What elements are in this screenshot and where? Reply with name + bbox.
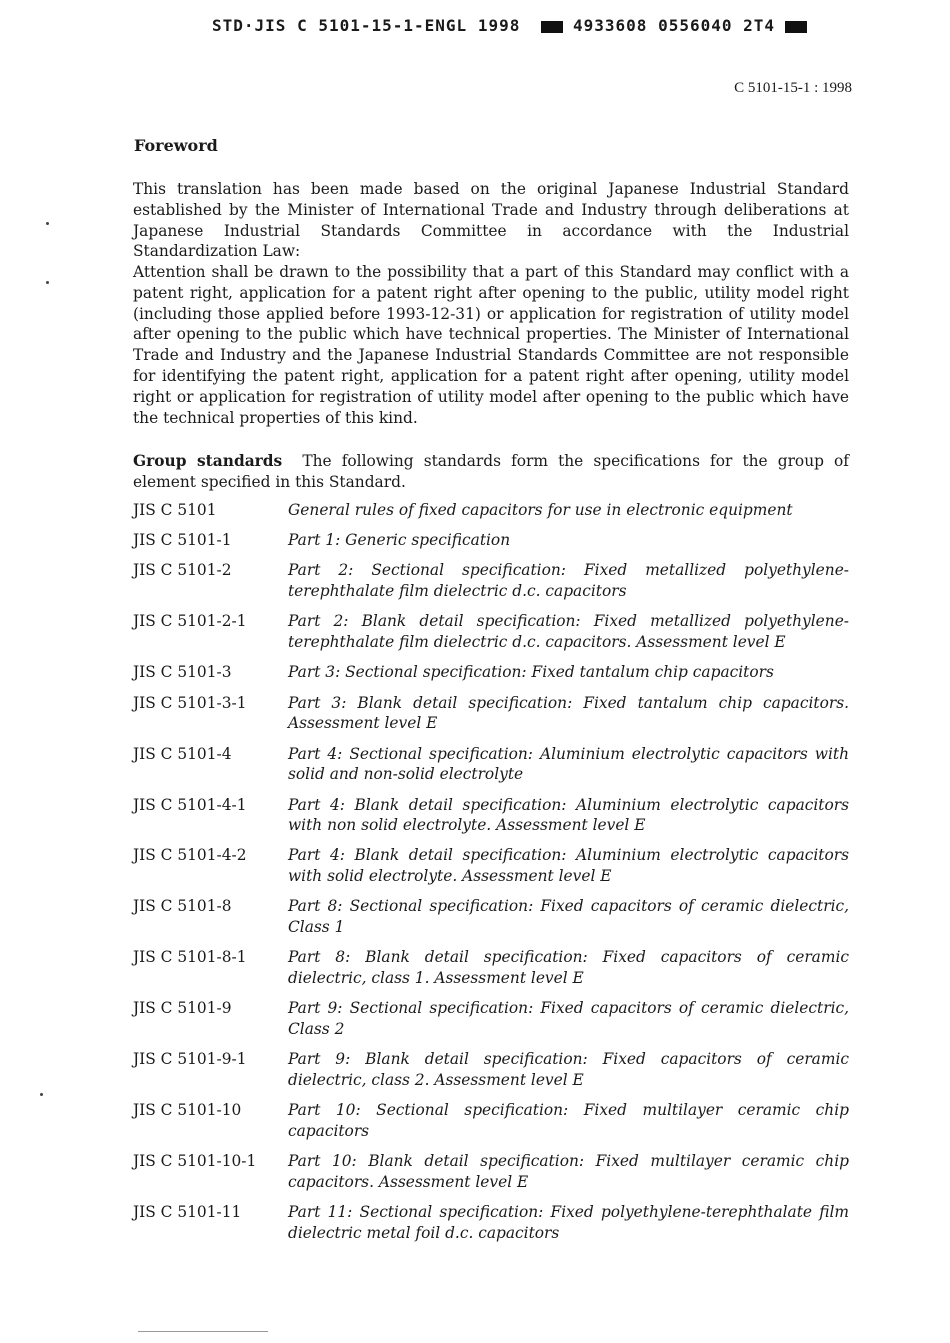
- standard-code: JIS C 5101-2-1: [133, 612, 247, 631]
- standard-code: JIS C 5101-10: [133, 1101, 242, 1120]
- standard-code: JIS C 5101-3: [133, 663, 232, 682]
- standards-list-item: [133, 744, 849, 786]
- standards-list-item: [133, 1100, 849, 1142]
- document-header-strip: [212, 16, 817, 35]
- standards-list-item: [133, 795, 849, 837]
- margin-speck: [46, 281, 49, 284]
- standards-list: [133, 500, 849, 1253]
- standard-title: Part 3: Blank detail specification: Fixed tantalum chip capacitors. Assessment level E: [288, 693, 849, 733]
- standard-code: JIS C 5101-11: [133, 1203, 242, 1222]
- standards-list-item: [133, 1049, 849, 1091]
- standard-title: Part 3: Sectional specification: Fixed tantalum chip capacitors: [288, 663, 774, 682]
- standards-list-item: [133, 611, 849, 653]
- group-standards-intro: [133, 451, 849, 493]
- footer-rule: [138, 1331, 268, 1332]
- foreword-paragraph-1: [133, 179, 849, 262]
- standard-title: Part 4: Blank detail specification: Aluminium electrolytic capacitors with solid electrolyte. Assessment level E: [288, 846, 849, 886]
- standards-list-item: [133, 500, 849, 521]
- margin-speck: [46, 222, 49, 225]
- foreword-title: Foreword: [134, 136, 218, 155]
- standard-title: General rules of fixed capacitors for use in electronic equipment: [288, 501, 793, 519]
- standard-code: JIS C 5101-4: [133, 744, 232, 763]
- foreword-text-1: This translation has been made based on the original Japanese Industrial Standard established by the Minister of International Trade and Industry through deliberations at Japanese Industrial Standards Committee in accordance with the Industrial Standardization Law:: [133, 180, 849, 261]
- document-number: C 5101-15-1 : 1998: [734, 80, 852, 96]
- standard-title: Part 8: Sectional specification: Fixed capacitors of ceramic dielectric, Class 1: [288, 897, 849, 937]
- standard-code: JIS C 5101-4-1: [133, 795, 247, 814]
- standard-code: JIS C 5101-2: [133, 561, 232, 580]
- standards-list-item: [133, 1202, 849, 1244]
- margin-speck: [40, 1093, 43, 1096]
- standard-code: JIS C 5101-1: [133, 531, 232, 550]
- header-number-3: 2T4: [743, 16, 776, 35]
- standards-list-item: [133, 1151, 849, 1193]
- standards-list-item: [133, 693, 849, 735]
- standard-code: JIS C 5101-10-1: [133, 1152, 257, 1171]
- standard-code: JIS C 5101-3-1: [133, 693, 247, 712]
- standards-list-item: [133, 947, 849, 989]
- header-number-1: 4933608: [573, 16, 648, 35]
- standard-title: Part 8: Blank detail specification: Fixed capacitors of ceramic dielectric, class 1. Assessment level E: [288, 948, 849, 988]
- standard-code: JIS C 5101: [133, 501, 217, 519]
- header-bar-mark: [541, 21, 563, 33]
- standard-title: Part 9: Blank detail specification: Fixed capacitors of ceramic dielectric, class 2. Assessment level E: [288, 1050, 849, 1090]
- standard-title: Part 10: Sectional specification: Fixed multilayer ceramic chip capacitors: [288, 1101, 849, 1141]
- standard-title: Part 11: Sectional specification: Fixed polyethylene-terephthalate film dielectric metal foil d.c. capacitors: [288, 1203, 849, 1243]
- group-intro-text: [133, 451, 849, 493]
- standard-title: Part 2: Blank detail specification: Fixed metallized polyethylene-terephthalate film dielectric d.c. capacitors. Assessment level E: [288, 612, 849, 652]
- standard-code: JIS C 5101-8-1: [133, 948, 247, 967]
- standard-title: Part 4: Blank detail specification: Aluminium electrolytic capacitors with non solid electrolyte. Assessment level E: [288, 795, 849, 835]
- foreword-text-2: Attention shall be drawn to the possibility that a part of this Standard may conflict with a patent right, application for a patent right after opening to the public, utility model right (including those applied before 1993-12-31) or application for registration of utility model after opening to the public which have technical properties. The Minister of International Trade and Industry and the Japanese Industrial Standards Committee are not responsible for identifying the patent right, application for a patent right after opening, utility model right or application for registration of utility model after opening to the public which have the technical properties of this kind.: [133, 263, 849, 427]
- standard-code: JIS C 5101-9: [133, 999, 232, 1018]
- group-standards-label: Group standards: [133, 452, 283, 470]
- standards-list-item: [133, 998, 849, 1040]
- standard-code: JIS C 5101-8: [133, 897, 232, 916]
- foreword-paragraph-2: [133, 262, 849, 428]
- standard-title: Part 2: Sectional specification: Fixed metallized polyethylene-terephthalate film dielectric d.c. capacitors: [288, 561, 849, 601]
- standard-code: JIS C 5101-9-1: [133, 1050, 247, 1069]
- standards-list-item: [133, 896, 849, 938]
- group-standards-description: The following standards form the specifications for the group of element specified in this Standard.: [133, 452, 849, 491]
- header-bar-mark-end: [785, 21, 807, 33]
- standards-list-item: [133, 560, 849, 602]
- standard-title: Part 9: Sectional specification: Fixed capacitors of ceramic dielectric, Class 2: [288, 999, 849, 1039]
- standard-code: JIS C 5101-4-2: [133, 846, 247, 865]
- standard-title: Part 1: Generic specification: [288, 531, 511, 550]
- standards-list-item: [133, 662, 849, 683]
- standard-title: Part 4: Sectional specification: Aluminium electrolytic capacitors with solid and non-solid electrolyte: [288, 744, 849, 784]
- standards-list-item: [133, 530, 849, 551]
- header-number-2: 0556040: [658, 16, 733, 35]
- standards-list-item: [133, 845, 849, 887]
- header-code: STD·JIS C 5101-15-1-ENGL 1998: [212, 16, 521, 35]
- standard-title: Part 10: Blank detail specification: Fixed multilayer ceramic chip capacitors. Assessment level E: [288, 1152, 849, 1192]
